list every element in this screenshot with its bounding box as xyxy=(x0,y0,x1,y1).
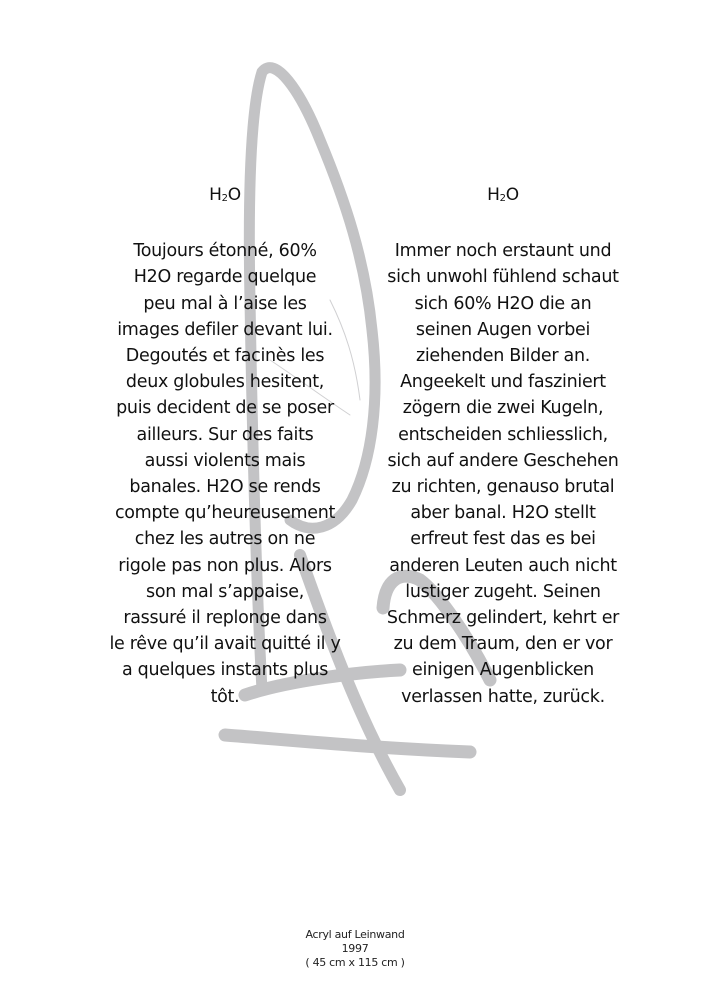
text-line: lustiger zugeht. Seinen xyxy=(405,581,601,602)
text-line: sich auf andere Geschehen xyxy=(387,450,619,471)
text-line: zögern die zwei Kugeln, xyxy=(402,398,604,419)
text-line: Degoutés et facinès les xyxy=(125,346,325,367)
text-line: H2O regarde quelque xyxy=(133,267,317,288)
text-line: aber banal. H2O stellt xyxy=(410,503,596,524)
text-line: chez les autres on ne xyxy=(134,529,316,550)
text-line: compte qu’heureusement xyxy=(114,503,336,524)
caption-medium: Acryl auf Leinwand xyxy=(305,928,405,941)
title-h: H xyxy=(209,185,222,205)
text-line: ailleurs. Sur des faits xyxy=(136,424,314,445)
text-line: a quelques instants plus xyxy=(121,660,329,681)
title-o: O xyxy=(505,185,519,205)
caption-year: 1997 xyxy=(341,942,369,955)
title-o: O xyxy=(227,185,241,205)
text-line: seinen Augen vorbei xyxy=(415,319,591,340)
caption-dimensions: ( 45 cm x 115 cm ) xyxy=(305,956,405,969)
text-line: images defiler devant lui. xyxy=(117,319,333,340)
text-line: zu dem Traum, den er vor xyxy=(393,634,613,655)
text-line: le rêve qu’il avait quitté il y xyxy=(109,634,341,655)
text-line: zu richten, genauso brutal xyxy=(391,477,615,498)
german-title xyxy=(365,182,641,212)
text-line: Schmerz gelindert, kehrt er xyxy=(386,608,620,629)
text-line: tôt. xyxy=(210,686,240,707)
german-text-column xyxy=(365,182,641,710)
title-subscript: 2 xyxy=(499,193,506,204)
french-text-column xyxy=(100,182,350,710)
text-line: peu mal à l’aise les xyxy=(143,293,307,314)
text-line: sich 60% H2O die an xyxy=(414,293,592,314)
text-line: Toujours étonné, 60% xyxy=(133,241,317,262)
text-line: verlassen hatte, zurück. xyxy=(401,686,605,707)
text-line: rigole pas non plus. Alors xyxy=(118,555,332,576)
text-line: rassuré il replonge dans xyxy=(123,608,327,629)
text-line: deux globules hesitent, xyxy=(125,372,325,393)
text-line: sich unwohl fühlend schaut xyxy=(387,267,619,288)
text-line: puis decident de se poser xyxy=(116,398,334,419)
text-line: Angeekelt und fasziniert xyxy=(400,372,606,393)
text-line: ziehenden Bilder an. xyxy=(415,346,591,367)
text-line: aussi violents mais xyxy=(144,450,306,471)
text-line: entscheiden schliesslich, xyxy=(398,424,608,445)
text-line: Immer noch erstaunt und xyxy=(394,241,612,262)
artwork-caption xyxy=(255,928,455,970)
text-line: erfreut fest das es bei xyxy=(410,529,596,550)
title-h: H xyxy=(487,185,500,205)
text-line: einigen Augenblicken xyxy=(412,660,594,681)
text-line: anderen Leuten auch nicht xyxy=(389,555,617,576)
text-line: banales. H2O se rends xyxy=(129,477,321,498)
text-line: son mal s’appaise, xyxy=(146,581,304,602)
title-subscript: 2 xyxy=(221,193,228,204)
french-title xyxy=(100,182,350,212)
